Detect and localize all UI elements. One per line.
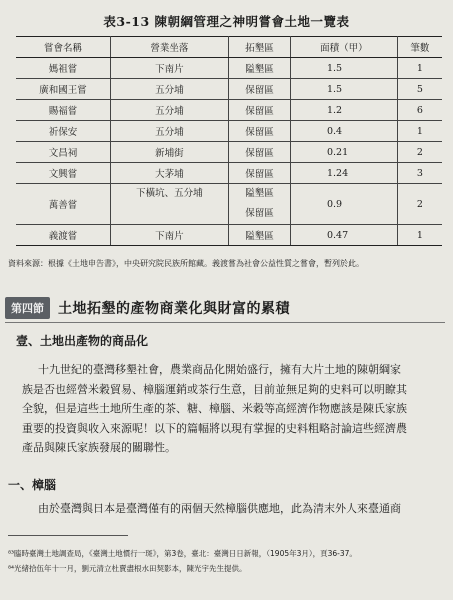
footnote: ⁸³臨時臺灣土地調查局，《臺灣土地慣行一斑》，第3卷，臺北：臺灣日日新報，（1905年3月），頁36-37。 bbox=[8, 549, 357, 558]
cell-count: 5 bbox=[397, 79, 442, 100]
paragraph-line: 十九世紀的臺灣移墾社會，農業商品化開始盛行，擁有大片土地的陳朝綱家 bbox=[38, 363, 401, 376]
cell-name: 祈保安 bbox=[16, 121, 110, 142]
cell-area: 0.47 bbox=[290, 225, 397, 246]
cell-zone bbox=[228, 121, 290, 142]
table-body bbox=[16, 58, 442, 246]
zone-line: 保留區 bbox=[245, 127, 274, 138]
footnote-divider bbox=[8, 535, 128, 536]
cell-area: 1.5 bbox=[290, 79, 397, 100]
cell-count: 1 bbox=[397, 121, 442, 142]
table-row bbox=[16, 163, 442, 184]
cell-name: 萬善嘗 bbox=[16, 184, 110, 225]
cell-area: 1.2 bbox=[290, 100, 397, 121]
location-line: 新埔街 bbox=[155, 148, 184, 159]
cell-area: 0.4 bbox=[290, 121, 397, 142]
cell-location bbox=[110, 121, 228, 142]
cell-area: 1.24 bbox=[290, 163, 397, 184]
cell-zone bbox=[228, 100, 290, 121]
zone-line: 保留區 bbox=[245, 208, 274, 219]
section-title: 土地拓墾的產物商業化與財富的累積 bbox=[58, 301, 290, 317]
cell-location bbox=[110, 163, 228, 184]
table-row bbox=[16, 100, 442, 121]
table-row bbox=[16, 142, 442, 163]
table-source-note: 資料來源：根據《土地申告書》，中央研究院民族所館藏。義渡嘗為社會公益性質之嘗會，暫列於此。 bbox=[8, 259, 364, 268]
cell-count: 6 bbox=[397, 100, 442, 121]
zone-line: 隘墾區 bbox=[245, 64, 274, 75]
cell-location bbox=[110, 184, 228, 225]
section-badge: 第四節 bbox=[5, 297, 50, 319]
section-divider bbox=[5, 322, 445, 323]
column-header: 面積（甲） bbox=[290, 37, 397, 58]
cell-location bbox=[110, 79, 228, 100]
cell-zone bbox=[228, 184, 290, 225]
location-line: 大茅埔 bbox=[155, 169, 184, 180]
paragraph-line: 重要的投資與收入來源呢！以下的篇幅將以現有掌握的史料粗略討論這些經濟農 bbox=[22, 421, 407, 435]
table-row bbox=[16, 184, 442, 225]
cell-zone bbox=[228, 79, 290, 100]
cell-name: 文興嘗 bbox=[16, 163, 110, 184]
cell-name: 賜福嘗 bbox=[16, 100, 110, 121]
cell-zone bbox=[228, 142, 290, 163]
column-header: 筆數 bbox=[397, 37, 442, 58]
section-heading bbox=[5, 296, 290, 320]
cell-location bbox=[110, 58, 228, 79]
zone-line: 保留區 bbox=[245, 148, 274, 159]
paragraph-line: 全貌，但是這些土地所生產的茶、糖、樟腦、米穀等高經濟作物應該是陳氏家族 bbox=[22, 402, 407, 415]
cell-name: 義渡嘗 bbox=[16, 225, 110, 246]
paragraph-line: 族是否也經營米穀貿易、樟腦運銷或茶行生意，目前並無足夠的史料可以明瞭其 bbox=[22, 382, 407, 396]
subheading-2: 一、樟腦 bbox=[8, 478, 57, 492]
location-line: 下橫坑、五分埔 bbox=[136, 188, 203, 199]
cell-area: 0.21 bbox=[290, 142, 397, 163]
table-row bbox=[16, 79, 442, 100]
location-line: 下南片 bbox=[155, 64, 184, 75]
cell-count: 1 bbox=[397, 225, 442, 246]
cell-zone bbox=[228, 225, 290, 246]
table-header-row bbox=[16, 37, 442, 58]
cell-count: 2 bbox=[397, 184, 442, 225]
zone-line: 保留區 bbox=[245, 106, 274, 117]
column-header: 嘗會名稱 bbox=[16, 37, 110, 58]
cell-name: 廣和國王嘗 bbox=[16, 79, 110, 100]
paragraph-line: 產品與陳氏家族發展的關聯性。 bbox=[22, 441, 176, 454]
location-line: 五分埔 bbox=[155, 127, 184, 138]
zone-line: 隘墾區 bbox=[245, 188, 274, 199]
body-paragraph bbox=[22, 360, 440, 458]
cell-zone bbox=[228, 163, 290, 184]
location-line: 五分埔 bbox=[155, 106, 184, 117]
location-line: 下南片 bbox=[155, 231, 184, 242]
cell-count: 2 bbox=[397, 142, 442, 163]
location-line: 五分埔 bbox=[155, 85, 184, 96]
table-row bbox=[16, 225, 442, 246]
footnote: ⁸⁴光緒拾伍年十一月，劉元清立杜賣盡根水田契影本，陳光宇先生提供。 bbox=[8, 564, 247, 573]
body-paragraph-2: 由於臺灣與日本是臺灣僅有的兩個天然樟腦供應地，此為清末外人來臺通商 bbox=[38, 502, 401, 515]
cell-location bbox=[110, 142, 228, 163]
cell-name: 文昌祠 bbox=[16, 142, 110, 163]
cell-location bbox=[110, 100, 228, 121]
cell-area: 0.9 bbox=[290, 184, 397, 225]
column-header: 拓墾區 bbox=[228, 37, 290, 58]
subheading-1: 壹、土地出產物的商品化 bbox=[16, 334, 149, 348]
cell-zone bbox=[228, 58, 290, 79]
zone-line: 隘墾區 bbox=[245, 231, 274, 242]
table-title: 表3-13 陳朝綱管理之神明嘗會土地一覽表 bbox=[103, 14, 350, 29]
zone-line: 保留區 bbox=[245, 85, 274, 96]
cell-count: 1 bbox=[397, 58, 442, 79]
location-line bbox=[111, 204, 228, 224]
column-header: 營業坐落 bbox=[110, 37, 228, 58]
cell-count: 3 bbox=[397, 163, 442, 184]
zone-line: 保留區 bbox=[245, 169, 274, 180]
table-row bbox=[16, 121, 442, 142]
land-table bbox=[16, 36, 442, 246]
table-row bbox=[16, 58, 442, 79]
cell-area: 1.5 bbox=[290, 58, 397, 79]
cell-name: 媽祖嘗 bbox=[16, 58, 110, 79]
cell-location bbox=[110, 225, 228, 246]
